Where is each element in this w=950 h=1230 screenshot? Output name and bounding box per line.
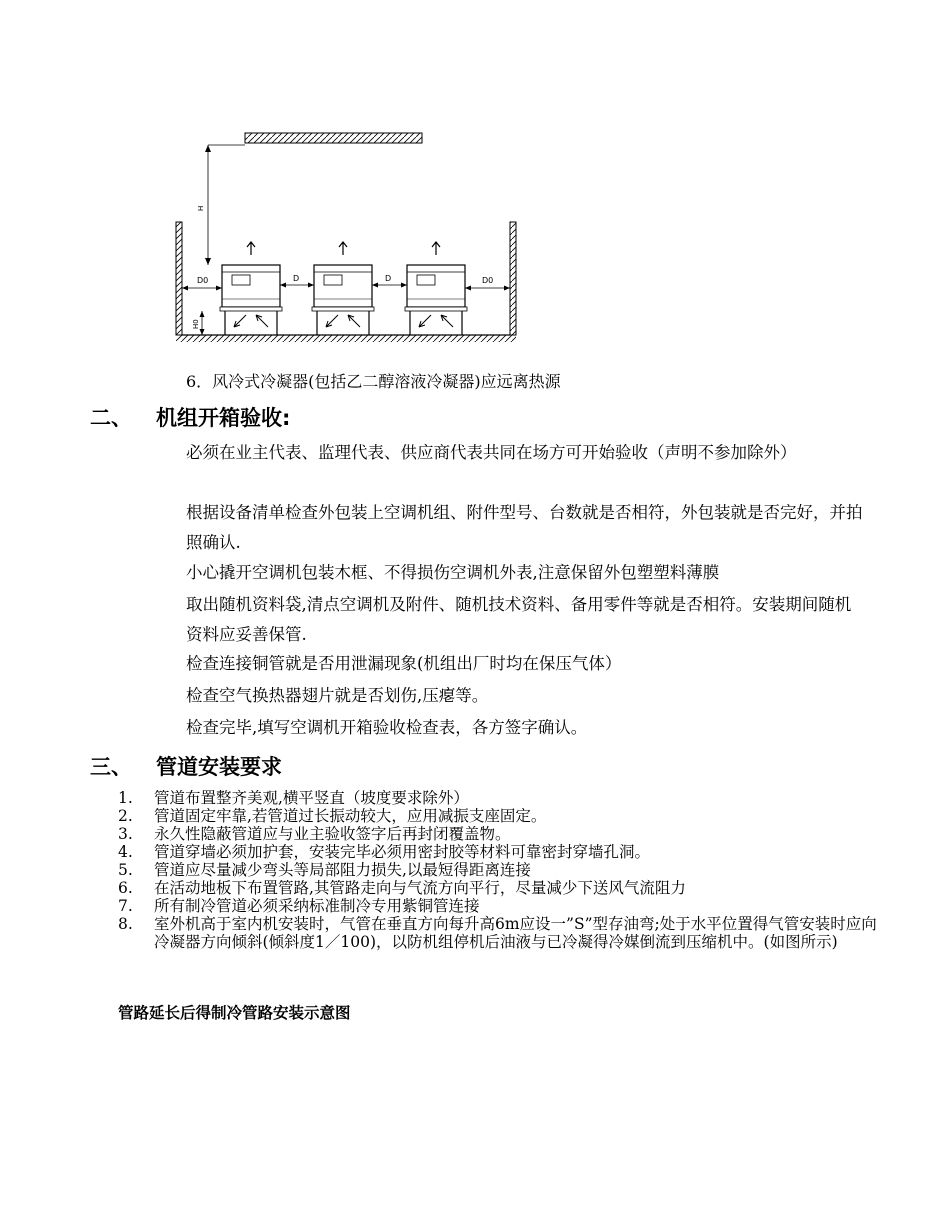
paragraph: 根据设备清单检查外包装上空调机组、附件型号、台数就是否相符，外包装就是否完好，并拍照确认. — [186, 503, 863, 552]
list-text: 管道布置整齐美观,横平竖直（坡度要求除外） — [154, 789, 469, 807]
list-item — [118, 843, 878, 861]
list-text: 管道固定牢靠,若管道过长振动较大，应用减振支座固定。 — [154, 807, 547, 825]
list-text: 室外机高于室内机安装时，气管在垂直方向每升高6m应设一”S”型存油弯;处于水平位置得气管安装时应向冷凝器方向倾斜(倾斜度1／100)，以防机组停机后油液与已冷凝得冷媒倒流到压缩机中。(如图所示) — [154, 915, 877, 951]
right-wall — [510, 222, 516, 335]
section-2-heading — [90, 402, 290, 432]
list-item — [118, 825, 878, 843]
list-item — [118, 879, 878, 897]
list-item — [118, 807, 878, 825]
d0-right-label: D0 — [482, 276, 494, 285]
pipe-requirements-list — [118, 789, 878, 951]
condenser-unit-3 — [405, 242, 467, 335]
list-number: 2. — [118, 807, 133, 825]
list-text: 管道穿墙必须加护套，安装完毕必须用密封胶等材料可靠密封穿墙孔洞。 — [154, 843, 651, 861]
section-2-number: 二、 — [90, 406, 132, 430]
list-text: 永久性隐蔽管道应与业主验收签字后再封闭覆盖物。 — [154, 825, 511, 843]
list-number: 6. — [118, 879, 133, 897]
d-label-1: D — [293, 274, 300, 283]
left-wall — [176, 222, 182, 335]
condenser-unit-2 — [312, 242, 374, 335]
d0-left-dimension — [182, 276, 222, 291]
h-label: H — [197, 205, 205, 211]
d0-right-dimension — [465, 276, 510, 291]
list-item — [118, 915, 878, 951]
d-label-2: D — [385, 274, 392, 283]
d0-left-label: D0 — [197, 276, 209, 285]
section-3-heading — [90, 751, 282, 781]
paragraph: 检查空气换热器翅片就是否划伤,压瘪等。 — [186, 686, 489, 705]
condenser-unit-1 — [220, 242, 282, 335]
h0-label: H0 — [192, 319, 200, 329]
diagram-caption: 6．风冷式冷凝器(包括乙二醇溶液冷凝器)应远离热源 — [186, 372, 561, 391]
list-number: 5. — [118, 861, 133, 879]
list-item — [118, 861, 878, 879]
h0-dimension — [192, 311, 205, 335]
list-item — [118, 789, 878, 807]
list-number: 8. — [118, 915, 133, 933]
condenser-clearance-diagram — [170, 125, 530, 350]
paragraph: 小心撬开空调机包装木框、不得损伤空调机外表,注意保留外包塑塑料薄膜 — [186, 563, 720, 582]
list-number: 3. — [118, 825, 133, 843]
d-dimension-2 — [372, 274, 407, 288]
paragraph: 检查连接铜管就是否用泄漏现象(机组出厂时均在保压气体） — [186, 654, 622, 673]
section-3-title: 管道安装要求 — [156, 755, 282, 779]
section-2-title: 机组开箱验收: — [156, 406, 291, 430]
condenser-clearance-svg — [170, 125, 530, 350]
list-item — [118, 897, 878, 915]
paragraph: 必须在业主代表、监理代表、供应商代表共同在场方可开始验收（声明不参加除外） — [186, 443, 797, 462]
list-text: 所有制冷管道必须采纳标准制冷专用紫铜管连接 — [154, 897, 480, 915]
paragraph: 检查完毕,填写空调机开箱验收检查表，各方签字确认。 — [186, 718, 588, 737]
section-3-number: 三、 — [90, 755, 132, 779]
list-number: 7. — [118, 897, 133, 915]
list-number: 1. — [118, 789, 133, 807]
list-number: 4. — [118, 843, 133, 861]
ceiling-slab — [245, 133, 422, 143]
figure-title: 管路延长后得制冷管路安装示意图 — [118, 1004, 351, 1022]
list-text: 在活动地板下布置管路,其管路走向与气流方向平行，尽量减少下送风气流阻力 — [154, 879, 686, 897]
paragraph: 取出随机资料袋,清点空调机及附件、随机技术资料、备用零件等就是否相符。安装期间随机资料应妥善保管. — [186, 595, 852, 644]
floor-hatch — [176, 335, 516, 342]
list-text: 管道应尽量减少弯头等局部阻力损失,以最短得距离连接 — [154, 861, 531, 879]
d-dimension-1 — [280, 274, 314, 288]
